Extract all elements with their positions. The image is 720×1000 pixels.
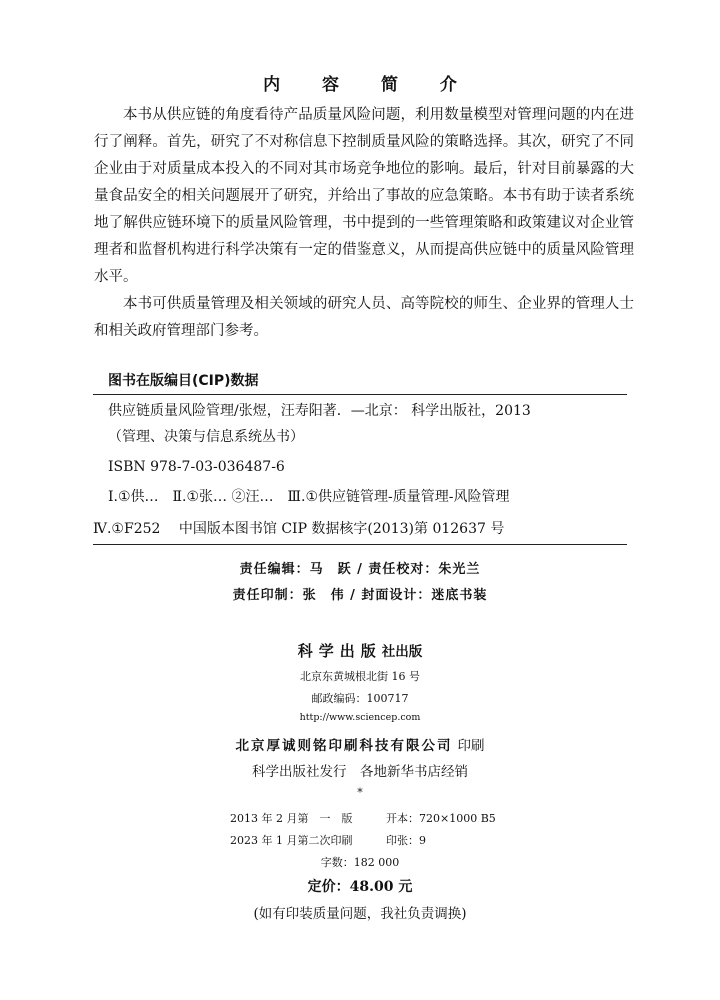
page-title: 内 容 简 介 [263, 75, 475, 95]
cip-series-line: （管理、决策与信息系统丛书） [108, 429, 304, 445]
printer-name: 北京厚诚则铭印刷科技有限公司 [235, 738, 453, 754]
printer-line [0, 734, 720, 754]
printer-suffix: 印刷 [457, 738, 485, 754]
publisher-name [0, 640, 720, 661]
staff-production: 责任印制：张 伟 / 封面设计：迷底书装 [232, 588, 488, 603]
quality-notice: (如有印装质量问题，我社负责调换) [253, 906, 467, 922]
cip-heading: 图书在版编目(CIP)数据 [108, 373, 259, 389]
summary-paragraph-1: 本书从供应链的角度看待产品质量风险问题，利用数量模型对管理问题的内在进行了阐释。首先，研究了不对称信息下控制质量风险的策略选择。其次，研究了不同企业由于对质量成本投入的不同对其市场竞争地位的影响。最后，针对目前暴露的大量食品安全的相关问题展开了研究，并给出了事故的应急策略。本书有助于读者系统地了解供应链环境下的质量风险管理，书中提到的一些管理策略和政策建议对企业管理者和监督机构进行科学决策有一定的借鉴意义，从而提高供应链中的质量风险管理水平。 [94, 107, 634, 285]
cip-block [108, 398, 628, 510]
publisher-url: http://www.sciencep.com [299, 712, 421, 723]
price: 定价：48.00 元 [307, 879, 413, 895]
staff-editors: 责任编辑：马 跃 / 责任校对：朱光兰 [239, 562, 481, 577]
cip-isbn: ISBN 978-7-03-036487-6 [108, 459, 285, 475]
cip-title-line: 供应链质量风险管理/张煜，汪寿阳著．—北京： 科学出版社，2013 [108, 403, 531, 419]
edition-printing: 2023 年 1 月第二次印刷 [230, 834, 353, 847]
edition-first: 2013 年 2 月第 一 版 [230, 812, 353, 825]
word-count: 字数：182 000 [320, 856, 400, 869]
publisher-logo-text: 科学出版 [297, 642, 382, 660]
publisher-address: 北京东黄城根北街 16 号 [300, 670, 420, 683]
format-size: 开本：720×1000 B5 [386, 812, 496, 825]
publisher-suffix: 社出版 [381, 644, 423, 660]
sheet-count: 印张：9 [386, 834, 426, 847]
publisher-postcode: 邮政编码：100717 [311, 692, 409, 705]
distribution-line: 科学出版社发行 各地新华书店经销 [252, 764, 468, 780]
summary-body [94, 102, 634, 345]
cip-bottom-rule [93, 544, 627, 545]
separator-star: * [357, 786, 363, 799]
summary-paragraph-2: 本书可供质量管理及相关领域的研究人员、高等院校的师生、企业界的管理人士和相关政府管理部门参考。 [94, 296, 634, 339]
cip-classification-2: Ⅳ.①F252 中国版本图书馆 CIP 数据核字(2013)第 012637 号 [93, 521, 505, 537]
cip-classification-1: Ⅰ.①供… Ⅱ.①张… ②汪… Ⅲ.①供应链管理-质量管理-风险管理 [108, 489, 510, 505]
cip-top-rule [93, 394, 627, 395]
